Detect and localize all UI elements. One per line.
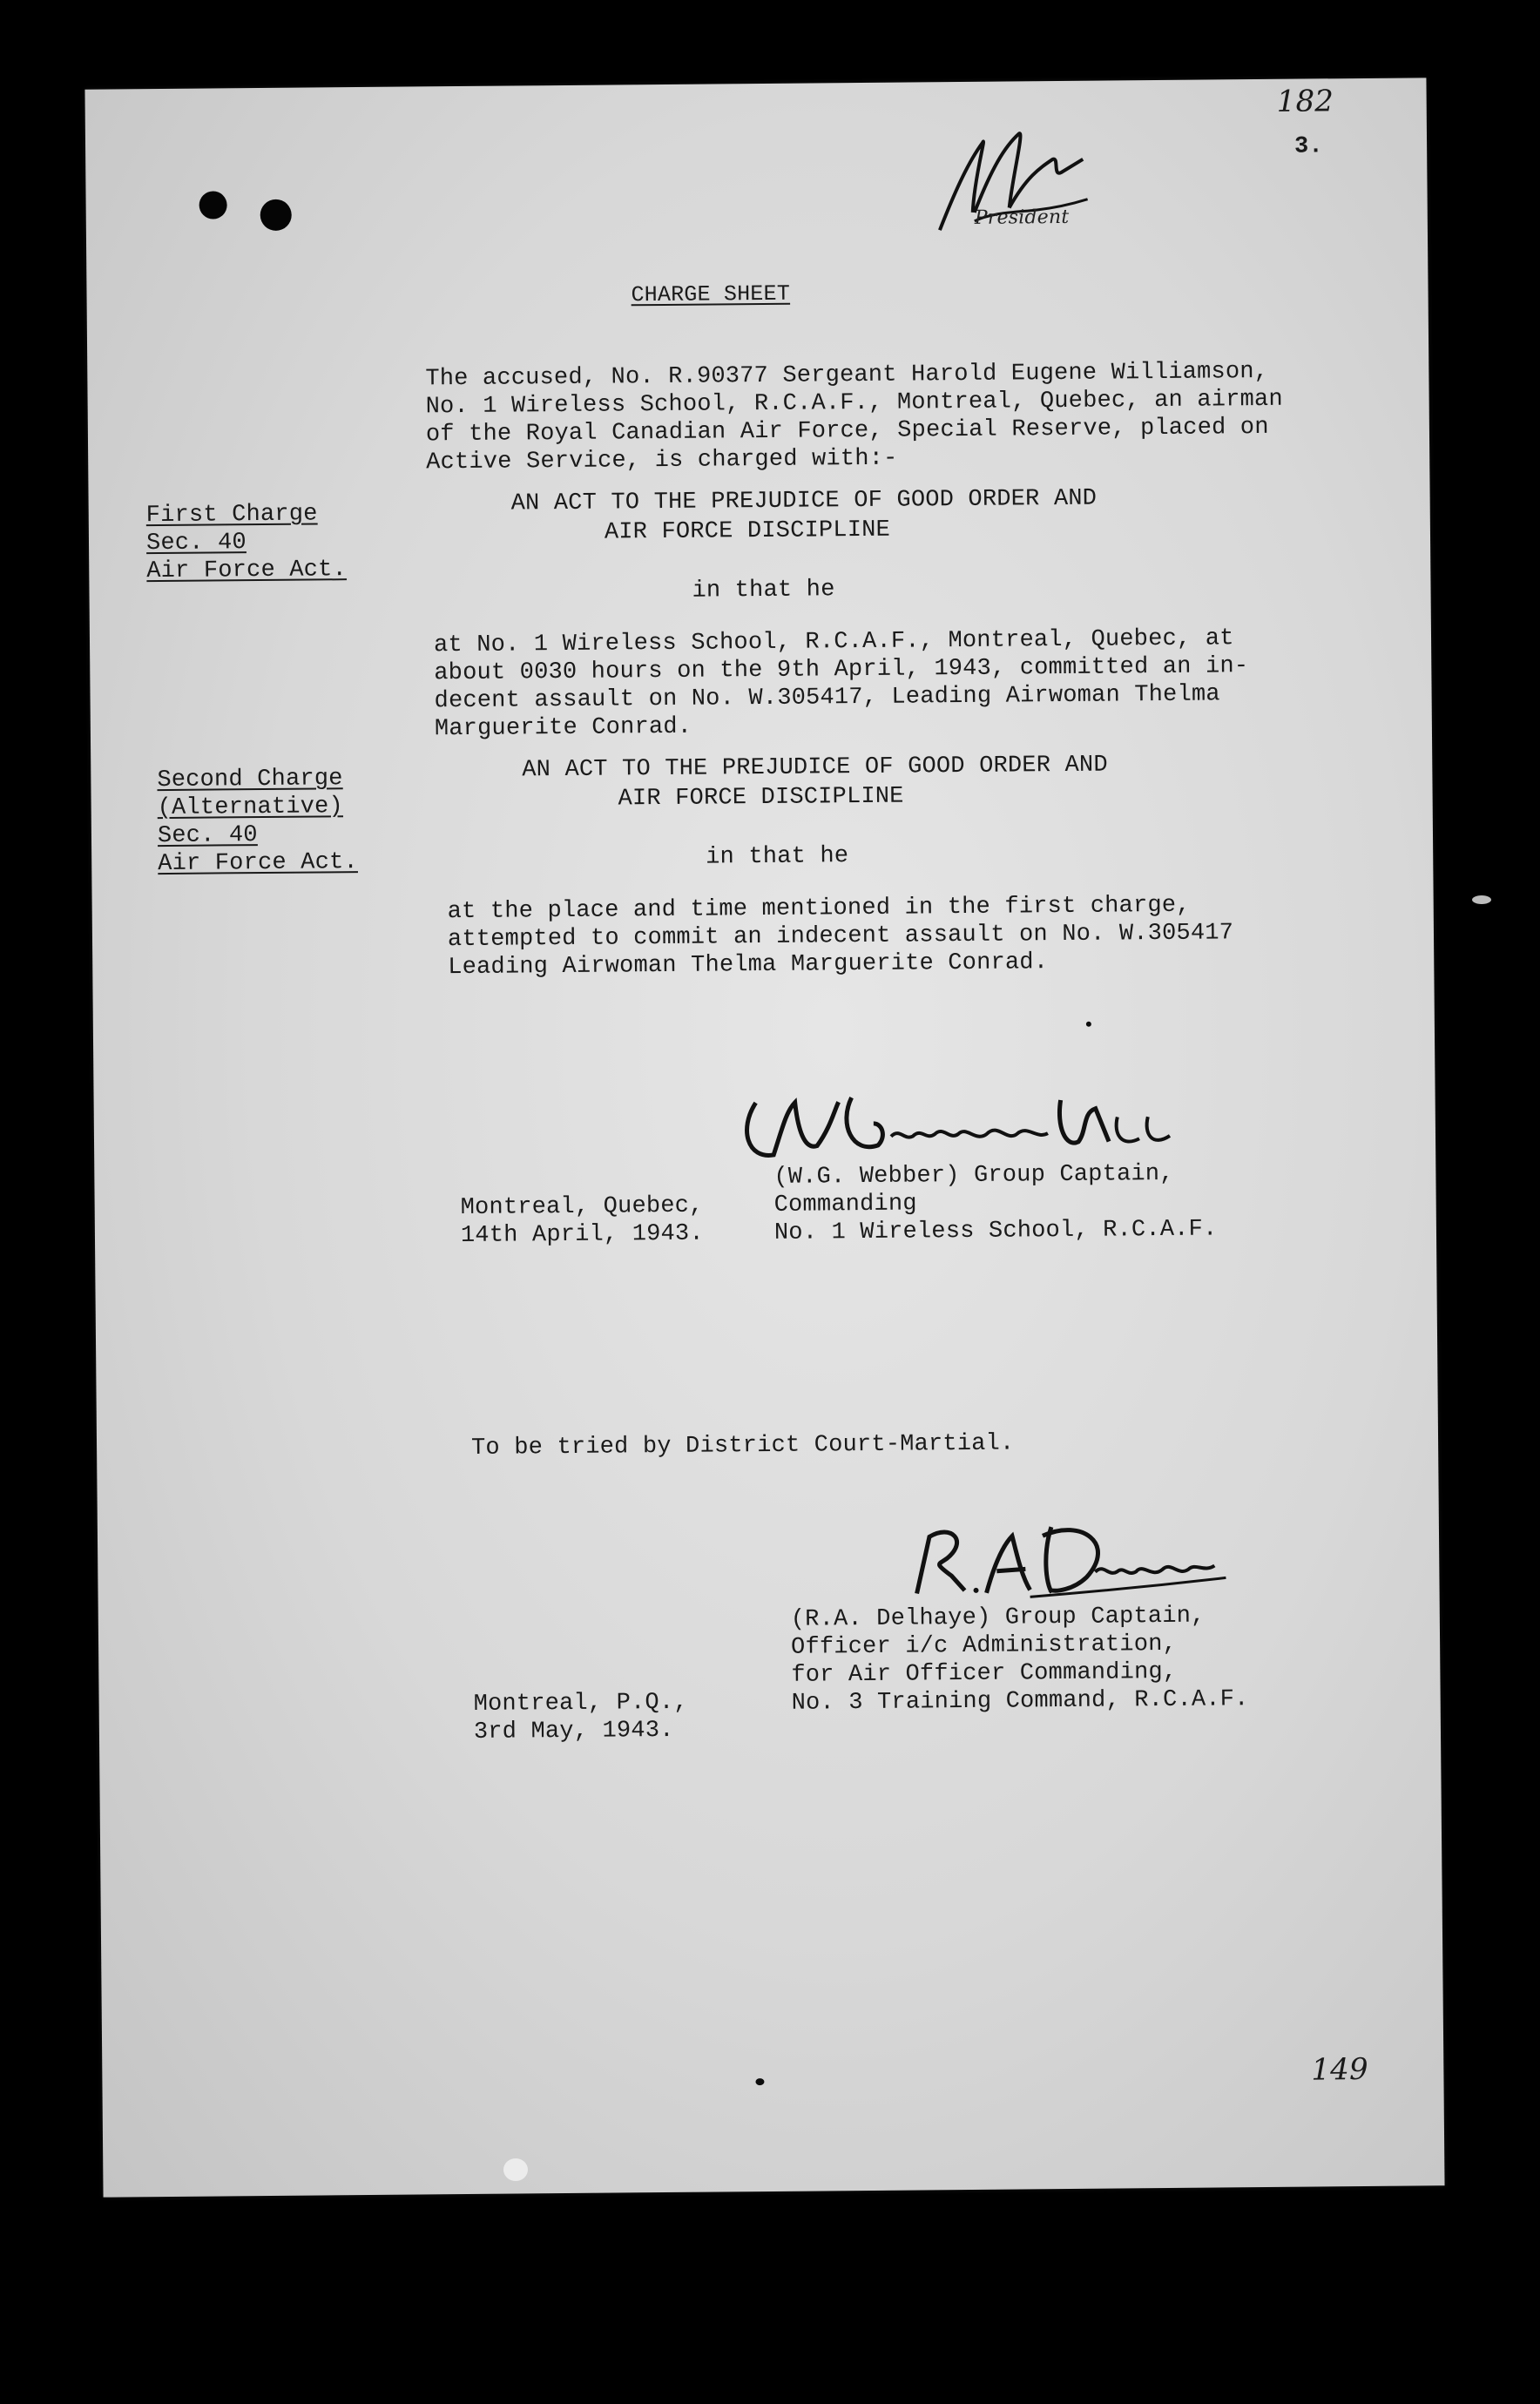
signatory-line: No. 1 Wireless School, R.C.A.F. xyxy=(773,1216,1218,1246)
signature-place: Montreal, Quebec, xyxy=(460,1192,704,1222)
delhaye-signature-icon xyxy=(899,1508,1239,1606)
margin-label-line: Air Force Act. xyxy=(158,849,358,878)
preamble-line: The accused, No. R.90377 Sergeant Harold Eugene Williamson, xyxy=(425,358,1269,393)
scan-artifact xyxy=(1472,895,1491,904)
signatory-line: (R.A. Delhaye) Group Captain, xyxy=(790,1603,1206,1633)
preamble-line: of the Royal Canadian Air Force, Special Reserve, placed on xyxy=(425,414,1269,449)
signatory-line: (W.G. Webber) Group Captain, xyxy=(773,1160,1174,1191)
document-page xyxy=(84,78,1444,2197)
particulars-line: about 0030 hours on the 9th April, 1943, committed an in- xyxy=(434,653,1249,687)
signatory-line: Officer i/c Administration, xyxy=(790,1631,1178,1661)
footer-mark: 149 xyxy=(1311,2051,1369,2088)
signature-date: 3rd May, 1943. xyxy=(473,1717,674,1746)
particulars-line: decent assault on No. W.305417, Leading Airwoman Thelma xyxy=(434,681,1220,715)
in-that-he: in that he xyxy=(692,577,835,604)
particulars-line: at No. 1 Wireless School, R.C.A.F., Montreal, Quebec, at xyxy=(433,625,1234,659)
page-number: 3. xyxy=(1293,133,1324,160)
signatory-line: for Air Officer Commanding, xyxy=(791,1658,1178,1689)
margin-label-line: Air Force Act. xyxy=(146,557,348,585)
margin-label-line: Sec. 40 xyxy=(157,822,258,850)
particulars-line: attempted to commit an indecent assault on No. W.305417 xyxy=(447,920,1234,954)
particulars-line: at the place and time mentioned in the first charge, xyxy=(447,892,1191,926)
webber-signature-icon xyxy=(720,1073,1209,1173)
offence-heading: AIR FORCE DISCIPLINE xyxy=(618,783,904,813)
margin-label-line: Sec. 40 xyxy=(145,530,247,557)
offence-heading: AN ACT TO THE PREJUDICE OF GOOD ORDER AND xyxy=(510,485,1098,517)
margin-label-line: (Alternative) xyxy=(157,793,344,822)
preamble-line: Active Service, is charged with:- xyxy=(426,445,898,476)
particulars-line: Leading Airwoman Thelma Marguerite Conrad. xyxy=(448,949,1049,982)
ink-speck xyxy=(1086,1022,1091,1027)
margin-label-line: Second Charge xyxy=(157,766,343,794)
signatory-line: No. 3 Training Command, R.C.A.F. xyxy=(791,1686,1249,1717)
page-title: CHARGE SHEET xyxy=(631,280,791,308)
offence-heading: AN ACT TO THE PREJUDICE OF GOOD ORDER AND xyxy=(522,752,1108,784)
margin-label-line: First Charge xyxy=(145,501,318,530)
signature-date: 14th April, 1943. xyxy=(460,1220,704,1250)
in-that-he: in that he xyxy=(706,843,849,871)
signatory-line: Commanding xyxy=(773,1191,917,1219)
ink-speck xyxy=(755,2078,764,2085)
preamble-line: No. 1 Wireless School, R.C.A.F., Montreal, Quebec, an airman xyxy=(425,386,1283,421)
scan-artifact xyxy=(503,2158,528,2181)
punch-hole-right xyxy=(260,199,292,231)
signature-place: Montreal, P.Q., xyxy=(473,1689,688,1718)
folio-number: 182 xyxy=(1276,84,1334,119)
initials-caption: President xyxy=(974,206,1070,229)
punch-hole-left xyxy=(199,191,226,219)
particulars-line: Marguerite Conrad. xyxy=(434,713,692,743)
offence-heading: AIR FORCE DISCIPLINE xyxy=(604,517,891,546)
trial-order: To be tried by District Court-Martial. xyxy=(470,1430,1015,1462)
